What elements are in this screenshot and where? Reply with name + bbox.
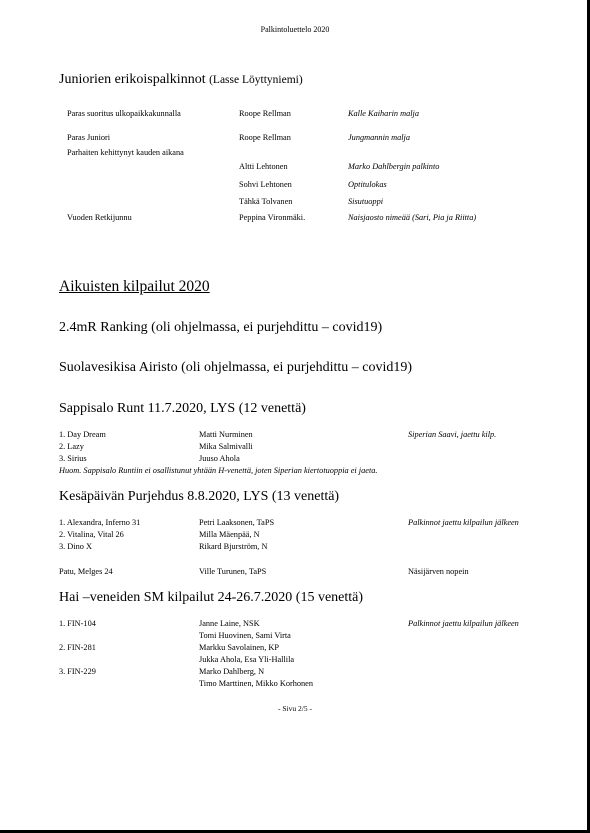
junior-prize: Marko Dahlbergin palkinto [348,162,440,171]
junior-prize: Kalle Kaiharin malja [348,109,419,118]
ranking-heading: 2.4mR Ranking (oli ohjelmassa, ei purjehdittu – covid19) [59,320,383,335]
result-place: 1. Alexandra, Inferno 31 [59,518,141,527]
result-crew: Ville Turunen, TaPS [199,567,267,576]
result-crew: Milla Mäenpää, N [199,530,260,539]
junior-name: Roope Rellman [239,133,291,142]
junior-name: Sohvi Lehtonen [239,180,292,189]
junior-prize: Naisjaosto nimeää (Sari, Pia ja Riitta) [348,213,477,222]
kesapaiva-heading: Kesäpäivän Purjehdus 8.8.2020, LYS (13 venettä) [59,489,340,504]
result-crew: Mika Salmivalli [199,442,253,451]
juniors-heading [59,72,303,88]
result-crew: Matti Nurminen [199,430,253,439]
result-crew: Petri Laaksonen, TaPS [199,518,275,527]
junior-name: Roope Rellman [239,109,291,118]
result-note: Palkinnot jaettu kilpailun jälkeen [408,518,519,527]
junior-category: Vuoden Retkijunnu [67,213,132,222]
sappisalo-heading: Sappisalo Runt 11.7.2020, LYS (12 venettä) [59,401,306,416]
page-number: - Sivu 2/5 - [278,704,312,713]
junior-name: Altti Lehtonen [239,162,288,171]
result-crew: Rikard Bjurström, N [199,542,268,551]
result-place: 2. FIN-281 [59,643,96,652]
junior-prize: Jungmannin malja [348,133,410,142]
sappisalo-remark: Huom. Sappisalo Runtiin ei osallistunut yhtään H-venettä, joten Siperian kiertotuoppia ei jaeta. [59,466,378,475]
juniors-title: Juniorien erikoispalkinnot [59,72,206,87]
junior-name: Tähkä Tolvanen [239,197,293,206]
junior-category: Paras Juniori [67,133,111,142]
junior-category: Parhaiten kehittynyt kauden aikana [67,148,184,157]
result-note: Siperian Saavi, jaettu kilp. [408,430,497,439]
junior-prize: Sisutuoppi [348,197,384,206]
result-place: 3. Dino X [59,542,92,551]
juniors-subtitle: (Lasse Löyttyniemi) [209,74,303,86]
result-crew: Marko Dahlberg, N [199,667,265,676]
adults-heading: Aikuisten kilpailut 2020 [59,278,210,295]
hai-heading: Hai –veneiden SM kilpailut 24-26.7.2020 (15 venettä) [59,590,364,605]
document-header: Palkintoluettelo 2020 [260,25,330,34]
junior-name: Peppina Vironmäki. [239,213,306,222]
result-place: 3. Sirius [59,454,87,463]
result-crew: Timo Marttinen, Mikko Korhonen [199,679,314,688]
result-crew: Jukka Ahola, Esa Yli-Hallila [199,655,295,664]
result-place: 2. Lazy [59,442,84,451]
result-place: Patu, Melges 24 [59,567,113,576]
result-place: 1. FIN-104 [59,619,96,628]
airisto-heading: Suolavesikisa Airisto (oli ohjelmassa, ei purjehdittu – covid19) [59,360,413,375]
result-place: 2. Vitalina, Vital 26 [59,530,124,539]
result-note: Palkinnot jaettu kilpailun jälkeen [408,619,519,628]
result-note: Näsijärven nopein [408,567,469,576]
junior-prize: Optitulokas [348,180,387,189]
junior-category: Paras suoritus ulkopaikkakunnalla [67,109,181,118]
result-crew: Janne Laine, NSK [199,619,260,628]
result-crew: Markku Savolainen, KP [199,643,279,652]
result-place: 1. Day Dream [59,430,106,439]
result-place: 3. FIN-229 [59,667,96,676]
result-crew: Juuso Ahola [199,454,240,463]
result-crew: Tomi Huovinen, Sami Virta [199,631,291,640]
